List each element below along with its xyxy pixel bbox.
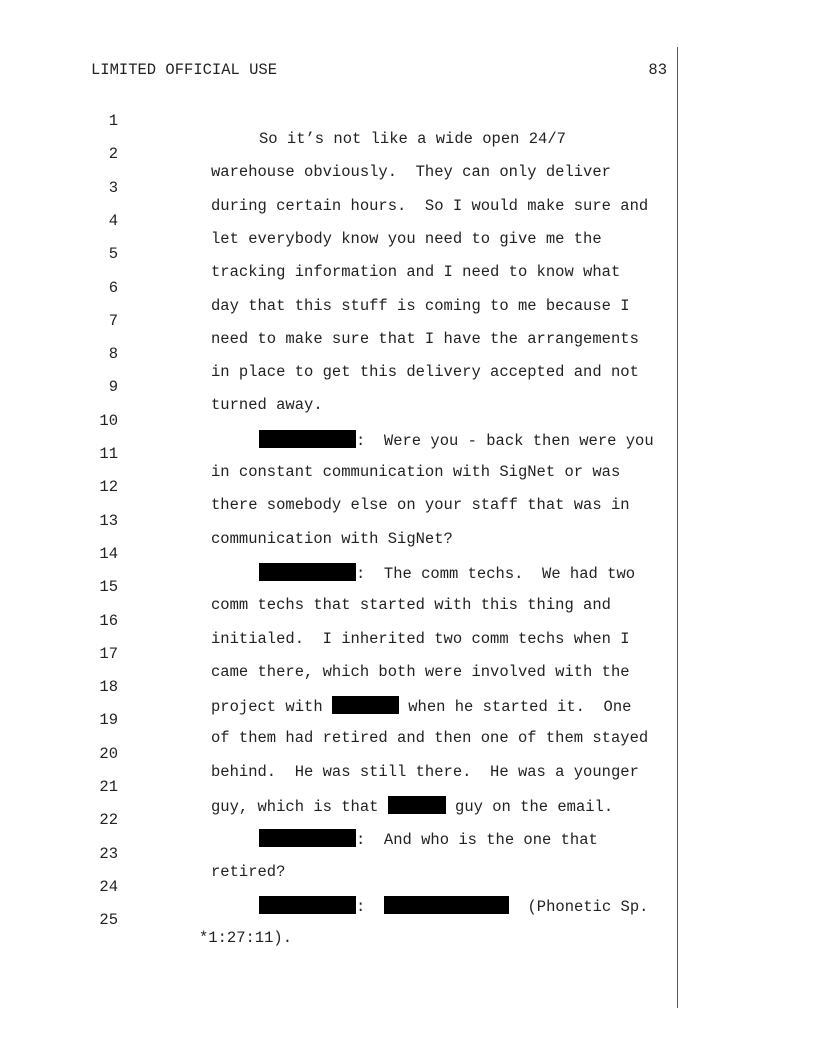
line-text: there somebody else on your staff that was in (211, 496, 630, 515)
transcript-line (0, 94, 816, 148)
transcript-line (0, 893, 816, 948)
line-text-segment: guy, which is that (211, 798, 388, 816)
transcript-line (0, 327, 816, 382)
line-number: 25 (99, 911, 118, 930)
line-text: of them had retired and then one of them stayed (211, 729, 649, 748)
line-number: 11 (99, 445, 118, 463)
line-number: 12 (99, 478, 118, 497)
line-text: need to make sure that I have the arrangements (211, 329, 639, 348)
line-number: 2 (108, 145, 118, 164)
transcript-line (0, 827, 816, 881)
transcript-line (0, 360, 816, 415)
transcript-line (0, 660, 816, 717)
line-number: 13 (99, 511, 118, 530)
line-text: communication with SigNet? (211, 529, 453, 548)
line-text-segment: : The comm techs. We had two (356, 564, 636, 583)
line-text: behind. He was still there. He was a younger (211, 762, 639, 781)
line-text: warehouse obviously. They can only deliver (211, 163, 611, 182)
classification-header: LIMITED OFFICIAL USE (91, 61, 278, 79)
transcript-line (0, 460, 816, 515)
line-number: 9 (108, 378, 118, 397)
line-text-segment: project with (211, 698, 332, 717)
transcript-line (0, 693, 816, 748)
line-number: 17 (99, 644, 118, 663)
line-text: retired? (211, 862, 286, 881)
line-text-segment: when he started it. One (398, 698, 632, 717)
line-number: 5 (108, 245, 118, 264)
line-text-segment: (Phonetic Sp. (508, 897, 649, 916)
transcript-line (0, 194, 816, 248)
line-text-segment: guy on the email. (445, 798, 614, 816)
line-number: 16 (99, 611, 118, 630)
transcript-line (0, 760, 816, 816)
transcript-line (0, 594, 816, 648)
line-number: 3 (108, 178, 118, 197)
transcript-line (0, 727, 816, 781)
line-text-segment: : (356, 897, 384, 916)
line-text: So it’s not like a wide open 24/7 (259, 130, 566, 148)
transcript-line (0, 860, 816, 916)
transcript-line (0, 394, 816, 450)
transcript-line (0, 627, 816, 681)
transcript-line (0, 527, 816, 583)
transcript-line (0, 127, 816, 182)
line-number: 21 (99, 778, 118, 796)
line-text: during certain hours. So I would make sure and (211, 196, 649, 215)
line-number: 10 (99, 411, 118, 430)
line-text: tracking information and I need to know what (211, 263, 621, 282)
line-text: let everybody know you need to give me the (211, 229, 602, 248)
line-text-segment: : And who is the one that (356, 831, 598, 850)
page-number: 83 (648, 61, 667, 79)
transcript-line (0, 793, 816, 850)
line-text-segment: : Were you - back then were you (356, 431, 654, 450)
line-number: 15 (99, 578, 118, 597)
line-number: 20 (99, 744, 118, 763)
line-number: 4 (108, 211, 118, 230)
line-text: *1:27:11). (199, 929, 293, 948)
line-text: day that this stuff is coming to me because I (211, 296, 630, 315)
transcript-line (0, 261, 816, 315)
line-number: 7 (108, 311, 118, 330)
line-number: 8 (108, 345, 118, 364)
line-text: in constant communication with SigNet or was (211, 463, 621, 481)
line-text: in place to get this delivery accepted and not (211, 363, 639, 382)
line-number: 6 (108, 278, 118, 297)
transcript-line (0, 227, 816, 282)
line-number: 19 (99, 711, 118, 730)
transcript-line (0, 161, 816, 215)
transcript-line (0, 294, 816, 348)
line-number: 18 (99, 678, 118, 697)
line-text: initialed. I inherited two comm techs when I (211, 629, 630, 648)
line-number: 1 (108, 112, 118, 130)
line-text: came there, which both were involved with the (211, 662, 630, 681)
transcript-line (0, 427, 816, 481)
line-text: turned away. (211, 396, 323, 415)
line-number: 24 (99, 877, 118, 896)
line-number: 14 (99, 544, 118, 563)
line-number: 22 (99, 811, 118, 830)
line-text: comm techs that started with this thing and (211, 596, 611, 615)
transcript-line (0, 560, 816, 615)
transcript-line (0, 494, 816, 548)
line-number: 23 (99, 844, 118, 863)
